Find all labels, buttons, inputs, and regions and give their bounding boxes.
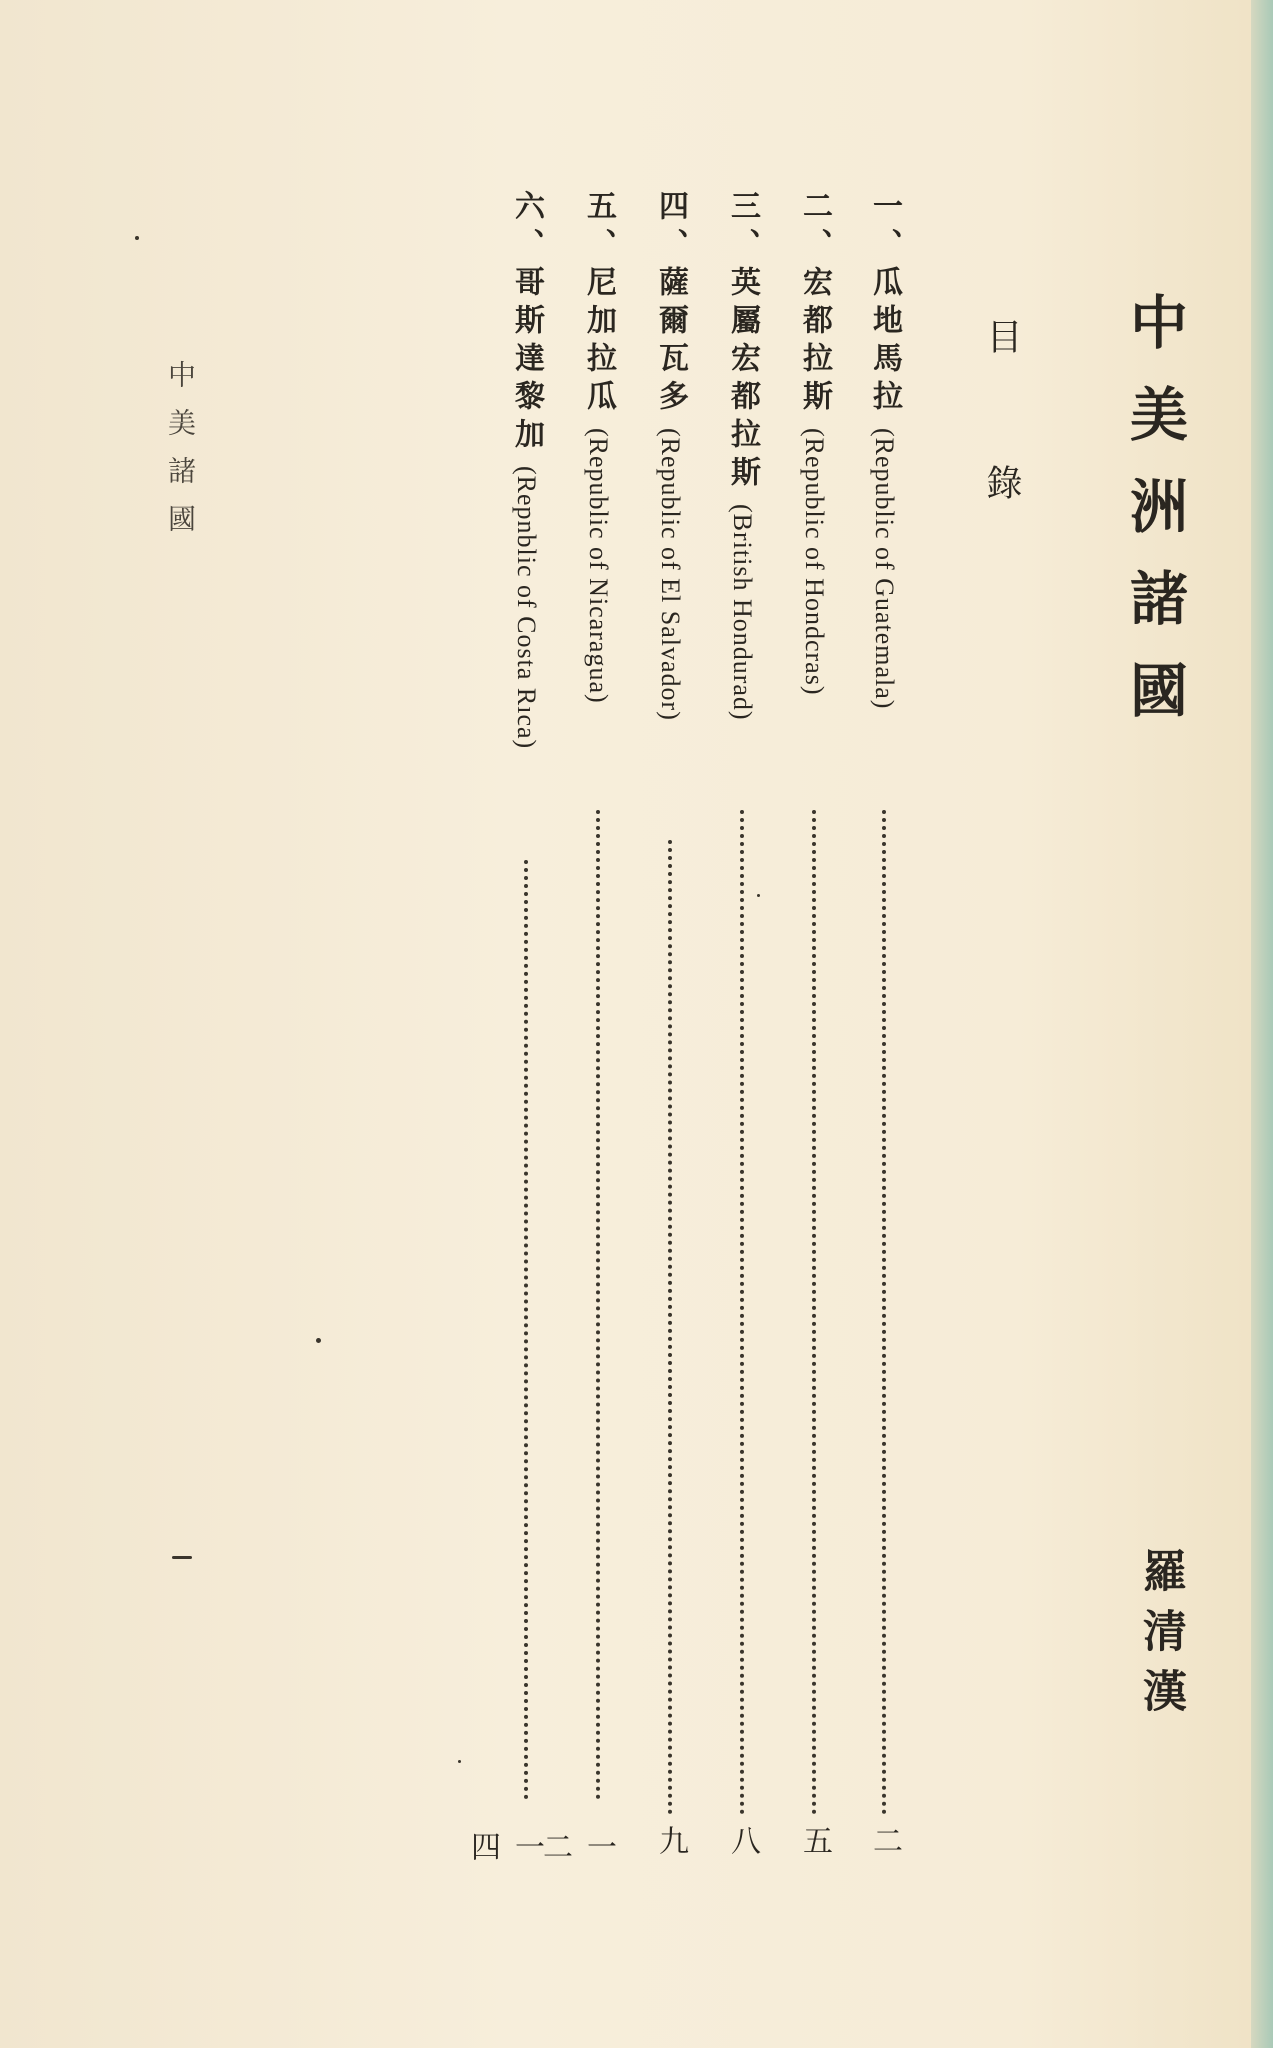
author-name: 羅清漢	[1135, 1548, 1186, 1728]
entry-title-zh: 尼加拉瓜	[581, 266, 616, 418]
entry-title-zh: 哥斯達黎加	[509, 266, 544, 456]
entry-number: 六、	[509, 190, 544, 266]
paper-speck	[135, 236, 139, 240]
entry-number: 二、	[797, 190, 832, 266]
dot-leader	[812, 810, 816, 1815]
entry-number: 一、	[867, 190, 902, 266]
running-head: 中美諸國	[164, 360, 197, 552]
entry-number: 五、	[581, 190, 616, 266]
dot-leader	[882, 810, 886, 1815]
entry-number: 三、	[725, 190, 760, 266]
paper-speck	[172, 1556, 192, 1559]
toc-entry-4[interactable]	[648, 190, 692, 1870]
entry-title-zh: 薩爾瓦多	[653, 266, 688, 418]
page-edge	[1251, 0, 1273, 2048]
entry-page-number: 一四	[465, 1830, 544, 1865]
toc-entry-6[interactable]	[465, 190, 548, 1870]
toc-entry-3[interactable]	[720, 190, 764, 1870]
entry-title-zh: 英屬宏都拉斯	[725, 266, 760, 494]
toc-entry-5[interactable]	[537, 190, 620, 1870]
book-title: 中美洲諸國	[1120, 292, 1188, 752]
toc-heading: 目錄	[981, 318, 1022, 610]
entry-page-number: 二	[867, 1825, 902, 1859]
entry-page-number: 一二	[537, 1830, 616, 1865]
entry-title-en: (Republic of El Salvador)	[656, 428, 685, 721]
entry-page-number: 五	[797, 1825, 832, 1859]
entry-title-zh: 宏都拉斯	[797, 266, 832, 418]
entry-title-en: (Republic of Nicaragua)	[584, 428, 613, 704]
dot-leader	[668, 840, 672, 1815]
entry-title-en: (Repnblic of Costa Rıca)	[512, 466, 541, 750]
paper-speck	[316, 1338, 321, 1343]
paper-speck	[458, 1760, 461, 1763]
entry-page-number: 八	[725, 1825, 760, 1859]
dot-leader	[524, 860, 528, 1800]
toc-entry-2[interactable]	[792, 190, 836, 1870]
toc-entry-1[interactable]	[862, 190, 906, 1870]
entry-title-en: (Republic of Hondcras)	[800, 428, 829, 696]
entry-title-en: (Republic of Guatemala)	[870, 428, 899, 710]
entry-title-zh: 瓜地馬拉	[867, 266, 902, 418]
paper-speck	[757, 894, 760, 897]
entry-number: 四、	[653, 190, 688, 266]
dot-leader	[596, 810, 600, 1800]
entry-title-en: (British Hondurad)	[728, 504, 757, 721]
entry-page-number: 九	[653, 1825, 688, 1859]
dot-leader	[740, 810, 744, 1815]
